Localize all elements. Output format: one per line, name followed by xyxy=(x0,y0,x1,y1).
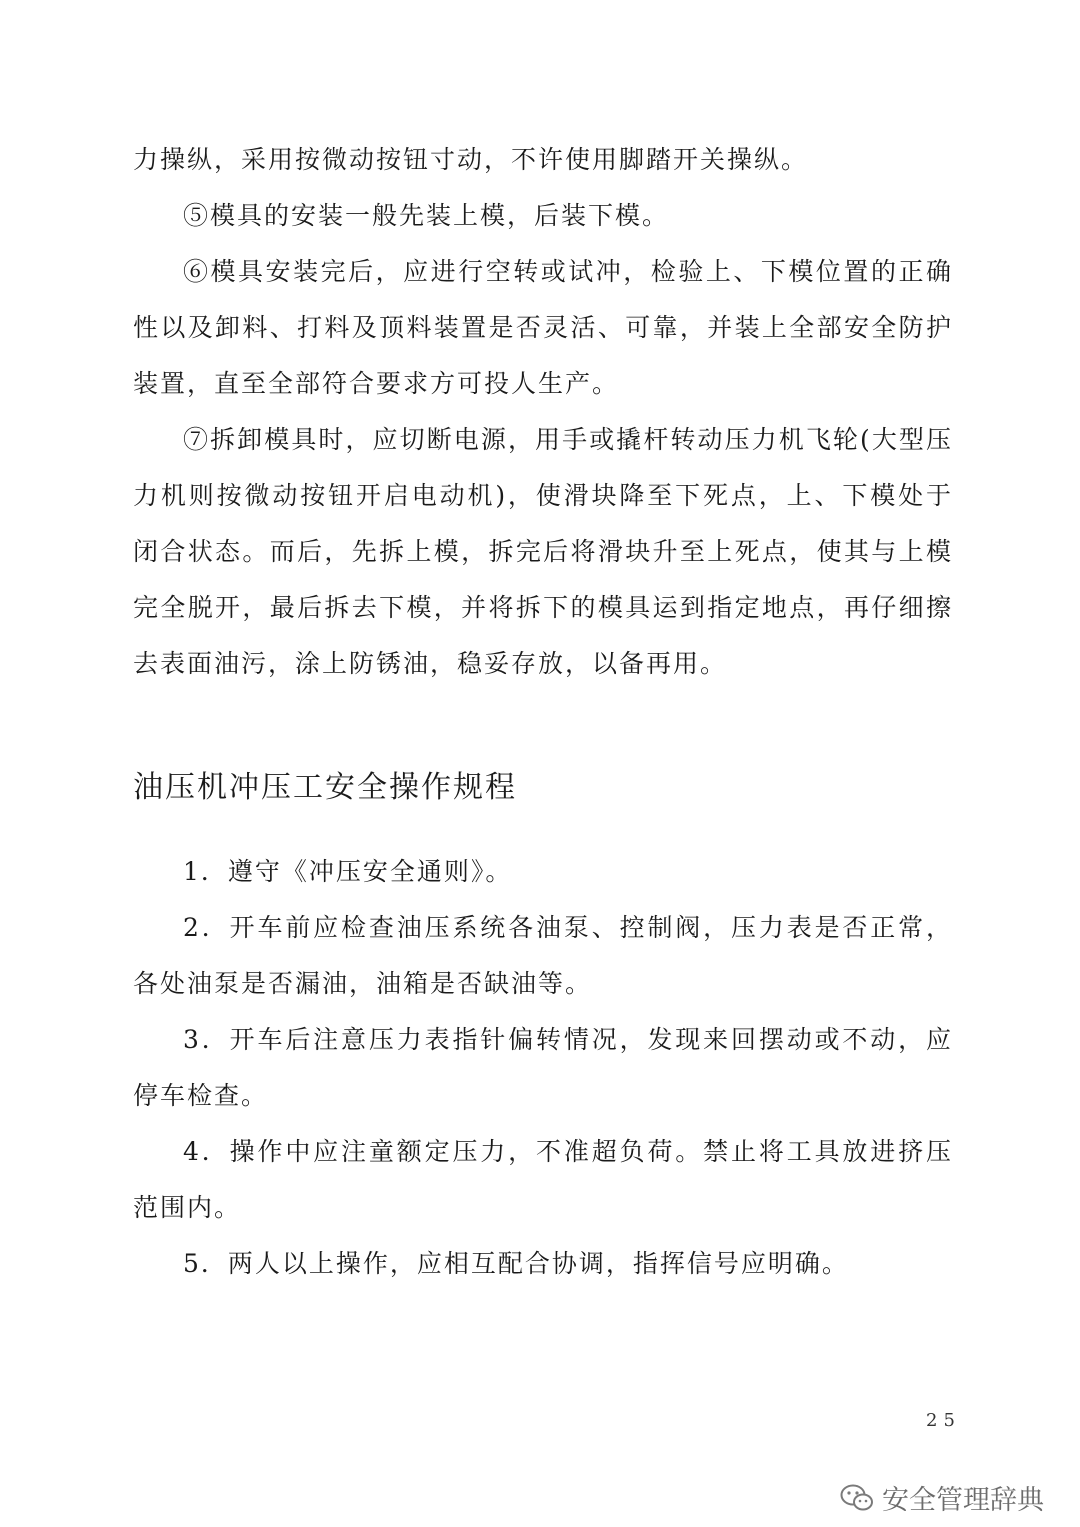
paragraph: 5．两人以上操作，应相互配合协调，指挥信号应明确。 xyxy=(183,1249,849,1278)
paragraph: ⑤模具的安装一般先装上模，后装下模。 xyxy=(183,201,670,230)
page-number: 25 xyxy=(926,1410,961,1431)
paragraph: 3．开车后注意压力表指针偏转情况，发现来回摆动或不动，应停车检查。 xyxy=(133,1025,953,1110)
bottom-paragraphs xyxy=(133,844,953,1292)
paragraph: 力操纵，采用按微动按钮寸动，不许使用脚踏开关操纵。 xyxy=(133,145,809,174)
watermark-text: 安全管理辞典 xyxy=(882,1485,1044,1516)
paragraph: ⑥模具安装完后，应进行空转或试冲，检验上、下模位置的正确性以及卸料、打料及顶料装置是否灵活、可靠，并装上全部安全防护装置，直至全部符合要求方可投人生产。 xyxy=(133,257,953,398)
wechat-icon xyxy=(840,1483,874,1513)
wechat-watermark xyxy=(840,1478,1044,1517)
page-content xyxy=(133,132,953,1292)
paragraph: ⑦拆卸模具时，应切断电源，用手或撬杆转动压力机飞轮(大型压力机则按微动按钮开启电动机)，使滑块降至下死点，上、下模处于闭合状态。而后，先拆上模，拆完后将滑块升至上死点，使其与上模完全脱开，最后拆去下模，并将拆下的模具运到指定地点，再仔细擦去表面油污，涂上防锈油，稳妥存放，以备再用。 xyxy=(133,425,953,678)
paragraph: 4．操作中应注童额定压力，不准超负荷。禁止将工具放进挤压范围内。 xyxy=(133,1137,953,1222)
top-paragraphs xyxy=(133,132,953,692)
paragraph: 2．开车前应检查油压系统各油泵、控制阀，压力表是否正常，各处油泵是否漏油，油箱是否缺油等。 xyxy=(133,913,953,998)
paragraph: 1．遵守《冲压安全通则》。 xyxy=(183,857,513,886)
section-heading: 油压机冲压工安全操作规程 xyxy=(133,770,517,805)
